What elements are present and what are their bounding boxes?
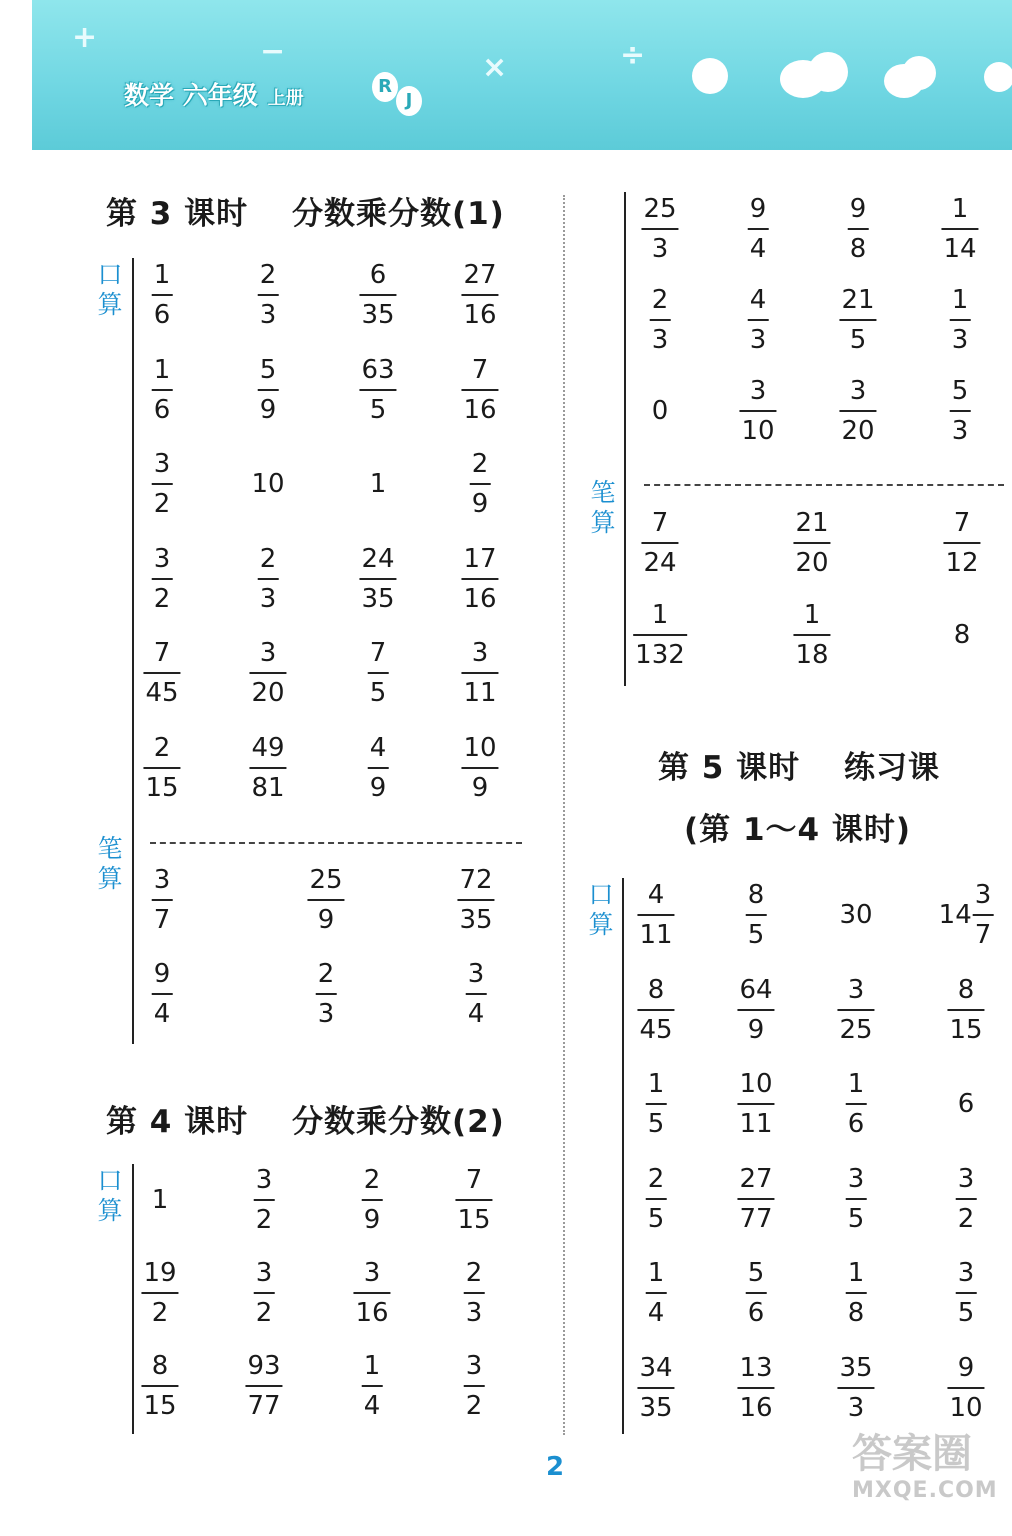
column-divider xyxy=(563,195,565,1435)
answer-cell: 19 2 xyxy=(143,1258,177,1328)
answer-cell: 7 45 xyxy=(145,638,179,709)
answer-cell: 10 xyxy=(251,469,285,500)
book-title: 数学 六年级 上册 xyxy=(124,81,304,110)
answer-cell: 3 2 xyxy=(957,1163,975,1234)
answer-cell: 24 35 xyxy=(361,543,395,614)
answer-cell: 1 6 xyxy=(847,1069,865,1140)
answer-cell: 3 5 xyxy=(957,1258,975,1329)
answer-cell: 8 xyxy=(953,620,971,650)
divide-decoration-icon: ÷ xyxy=(620,38,646,73)
cloud-icon xyxy=(902,56,936,90)
lesson4-continued-rule xyxy=(624,192,626,686)
answer-cell: 5 9 xyxy=(259,354,277,425)
answer-cell: 1 6 xyxy=(153,354,171,425)
lesson4-separator xyxy=(644,484,1004,486)
answer-cell: 3 5 xyxy=(847,1163,865,1234)
header-banner xyxy=(32,0,1012,150)
plus-decoration-icon: + xyxy=(72,20,98,55)
answer-cell: 1 6 xyxy=(153,260,171,330)
answer-cell: 10 9 xyxy=(463,733,497,803)
cloud-icon xyxy=(984,62,1012,92)
answer-cell: 3 2 xyxy=(255,1258,273,1328)
answer-cell: 1 8 xyxy=(847,1258,865,1329)
answer-cell: 10 11 xyxy=(739,1069,773,1140)
edition-logo: R J xyxy=(372,72,428,116)
answer-cell: 4 11 xyxy=(639,880,673,950)
answer-cell: 1 18 xyxy=(795,600,829,670)
answer-cell: 2 3 xyxy=(259,543,277,614)
minus-decoration-icon: − xyxy=(260,34,286,69)
answer-cell: 49 81 xyxy=(251,733,285,803)
answer-cell: 9 4 xyxy=(153,959,171,1029)
answer-cell: 3 11 xyxy=(463,638,497,709)
answer-cell: 2 15 xyxy=(145,733,179,803)
answer-cell: 3 2 xyxy=(153,543,171,614)
times-decoration-icon: × xyxy=(482,50,508,85)
answer-cell: 8 15 xyxy=(949,974,983,1045)
cloud-icon xyxy=(692,58,728,94)
answer-cell: 8 5 xyxy=(747,880,765,950)
answer-cell: 3 2 xyxy=(255,1165,273,1235)
answer-cell: 4 9 xyxy=(369,733,387,803)
answer-cell: 9 4 xyxy=(749,194,767,264)
answer-cell: 7 5 xyxy=(369,638,387,709)
lesson5-subtitle: (第 1～4 课时) xyxy=(684,812,912,848)
answer-cell: 3 20 xyxy=(841,376,875,446)
answer-cell: 21 20 xyxy=(795,508,829,578)
answer-cell: 93 77 xyxy=(247,1351,281,1421)
answer-cell: 21 5 xyxy=(841,285,875,355)
answer-cell: 2 3 xyxy=(651,285,669,355)
answer-cell: 1 xyxy=(369,469,387,500)
lesson3-written-label: 笔算 xyxy=(97,834,123,893)
answer-cell: 4 3 xyxy=(749,285,767,355)
answer-cell: 1 132 xyxy=(635,600,685,670)
lesson3-left-rule xyxy=(132,258,134,1044)
answer-cell: 1 4 xyxy=(647,1258,665,1329)
answer-cell: 1 3 xyxy=(951,285,969,355)
answer-cell: 5 3 xyxy=(951,376,969,446)
answer-cell: 5 6 xyxy=(747,1258,765,1329)
lesson3-separator xyxy=(150,842,522,844)
lesson5-title: 第 5 课时 练习课 xyxy=(658,750,940,786)
answer-cell: 2 3 xyxy=(259,260,277,330)
answer-cell: 7 16 xyxy=(463,354,497,425)
answer-cell: 2 9 xyxy=(471,449,489,520)
answer-cell: 3 10 xyxy=(741,376,775,446)
answer-cell: 2 9 xyxy=(363,1165,381,1235)
answer-cell: 6 35 xyxy=(361,260,395,330)
answer-cell: 3 2 xyxy=(465,1351,483,1421)
answer-cell: 25 3 xyxy=(643,194,677,264)
answer-cell: 2 3 xyxy=(317,959,335,1029)
answer-cell: 1 4 xyxy=(363,1351,381,1421)
answer-cell: 25 9 xyxy=(309,865,343,935)
answer-cell: 1 14 xyxy=(943,194,977,264)
answer-cell: 2 3 xyxy=(465,1258,483,1328)
answer-cell: 17 16 xyxy=(463,543,497,614)
answer-cell: 3 4 xyxy=(467,959,485,1029)
answer-cell: 3 16 xyxy=(355,1258,389,1328)
answer-cell: 8 45 xyxy=(639,974,673,1045)
answer-cell: 3 20 xyxy=(251,638,285,709)
page-number: 2 xyxy=(546,1452,565,1482)
lesson4-oral-label: 口算 xyxy=(97,1166,123,1225)
answer-cell: 64 9 xyxy=(739,974,773,1045)
lesson5-left-rule xyxy=(622,878,624,1434)
answer-cell: 13 16 xyxy=(739,1353,773,1423)
lesson4-left-rule xyxy=(132,1164,134,1434)
answer-cell: 6 xyxy=(957,1089,975,1120)
cloud-icon xyxy=(808,52,848,92)
answer-cell: 34 35 xyxy=(639,1353,673,1423)
watermark: 答案圈 MXQE.COM xyxy=(852,1431,998,1503)
answer-cell: 0 xyxy=(651,396,669,426)
answer-cell: 8 15 xyxy=(143,1351,177,1421)
lesson3-oral-label: 口算 xyxy=(97,260,123,319)
answer-cell: 72 35 xyxy=(459,865,493,935)
answer-cell: 7 12 xyxy=(945,508,979,578)
answer-cell: 63 5 xyxy=(361,354,395,425)
answer-cell: 9 10 xyxy=(949,1353,983,1423)
answer-cell: 7 24 xyxy=(643,508,677,578)
answer-cell: 2 5 xyxy=(647,1163,665,1234)
answer-cell: 3 2 xyxy=(153,449,171,520)
answer-cell: 1 5 xyxy=(647,1069,665,1140)
answer-cell: 35 3 xyxy=(839,1353,873,1423)
answer-cell: 30 xyxy=(839,900,873,930)
answer-cell: 9 8 xyxy=(849,194,867,264)
answer-cell: 7 15 xyxy=(457,1165,491,1235)
answer-cell: 1 xyxy=(151,1185,169,1215)
answer-cell: 14 $\frac{3}{7}$ xyxy=(938,880,992,950)
answer-cell: 27 16 xyxy=(463,260,497,330)
answer-cell: 3 25 xyxy=(839,974,873,1045)
answer-cell: 3 7 xyxy=(153,865,171,935)
lesson5-oral-label: 口算 xyxy=(588,880,614,939)
lesson4-written-label: 笔算 xyxy=(590,478,616,537)
lesson4-title: 第 4 课时 分数乘分数(2) xyxy=(106,1104,505,1140)
answer-cell: 27 77 xyxy=(739,1163,773,1234)
lesson3-title: 第 3 课时 分数乘分数(1) xyxy=(106,196,505,232)
